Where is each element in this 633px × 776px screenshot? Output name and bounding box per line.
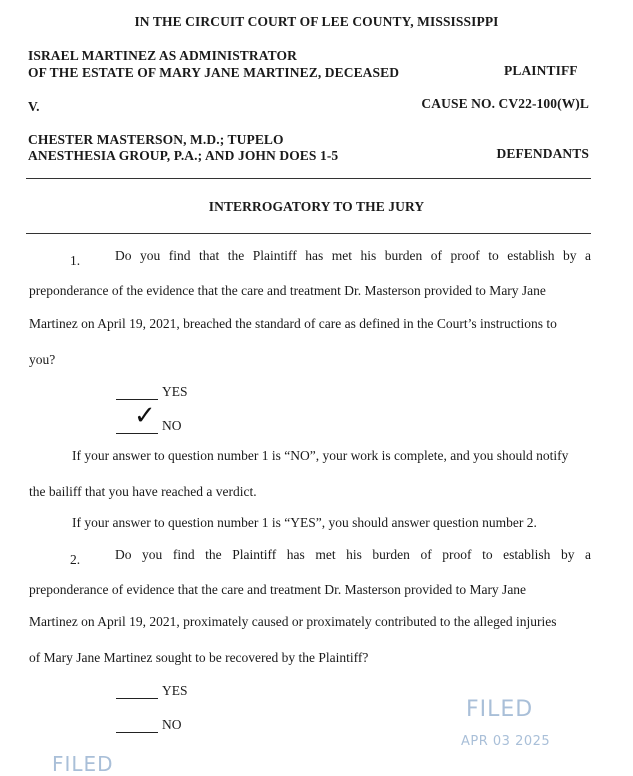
q1-no-blank[interactable] (116, 433, 158, 434)
defendants-label: DEFENDANTS (496, 146, 589, 161)
q1-number: 1. (70, 253, 81, 268)
filed-stamp: FILED (466, 697, 534, 722)
versus-label: V. (28, 99, 40, 114)
court-heading: IN THE CIRCUIT COURT OF LEE COUNTY, MISSISSIPPI (134, 14, 499, 29)
q1-line-4: you? (29, 352, 56, 367)
q1-line-2: preponderance of the evidence that the care and treatment Dr. Masterson provided to Mary Jane (29, 283, 546, 298)
plaintiff-line-2: OF THE ESTATE OF MARY JANE MARTINEZ, DECEASED (28, 65, 400, 80)
q2-no-label: NO (162, 717, 182, 732)
defendants-line-1: CHESTER MASTERSON, M.D.; TUPELO (28, 132, 284, 147)
q2-yes-label: YES (162, 683, 188, 698)
instruction-1-line-2: the bailiff that you have reached a verdict. (29, 484, 257, 499)
filed-stamp-partial: FILED (52, 752, 114, 776)
q1-no-label: NO (162, 418, 182, 433)
instruction-2: If your answer to question number 1 is “YES”, you should answer question number 2. (72, 515, 537, 530)
caption-divider-top (26, 178, 591, 179)
q2-line-3: Martinez on April 19, 2021, proximately caused or proximately contributed to the alleged injuries (29, 614, 557, 629)
q2-no-blank[interactable] (116, 732, 158, 733)
q2-line-4: of Mary Jane Martinez sought to be recovered by the Plaintiff? (29, 650, 369, 665)
checkmark-icon: ✓ (134, 401, 156, 431)
filed-stamp-date: APR 03 2025 (461, 734, 551, 749)
document-title: INTERROGATORY TO THE JURY (208, 199, 425, 214)
q2-line-2: preponderance of evidence that the care and treatment Dr. Masterson provided to Mary Jane (29, 582, 527, 597)
cause-number: CAUSE NO. CV22-100(W)L (421, 96, 589, 111)
caption-divider-bottom (26, 233, 591, 234)
q2-number: 2. (70, 552, 81, 567)
q1-line-1: Do you find that the Plaintiff has met his burden of proof to establish by a (115, 248, 591, 263)
q1-yes-blank[interactable] (116, 399, 158, 400)
instruction-1-line-1: If your answer to question number 1 is “NO”, your work is complete, and you should notify (72, 448, 569, 463)
plaintiff-label: PLAINTIFF (504, 63, 578, 78)
q2-line-1: Do you find the Plaintiff has met his burden of proof to establish by a (115, 547, 591, 562)
q2-yes-blank[interactable] (116, 698, 158, 699)
q1-line-3: Martinez on April 19, 2021, breached the standard of care as defined in the Court’s instructions to (29, 316, 557, 331)
q1-yes-label: YES (162, 384, 188, 399)
plaintiff-line-1: ISRAEL MARTINEZ AS ADMINISTRATOR (28, 48, 297, 63)
defendants-line-2: ANESTHESIA GROUP, P.A.; AND JOHN DOES 1-5 (28, 148, 339, 163)
